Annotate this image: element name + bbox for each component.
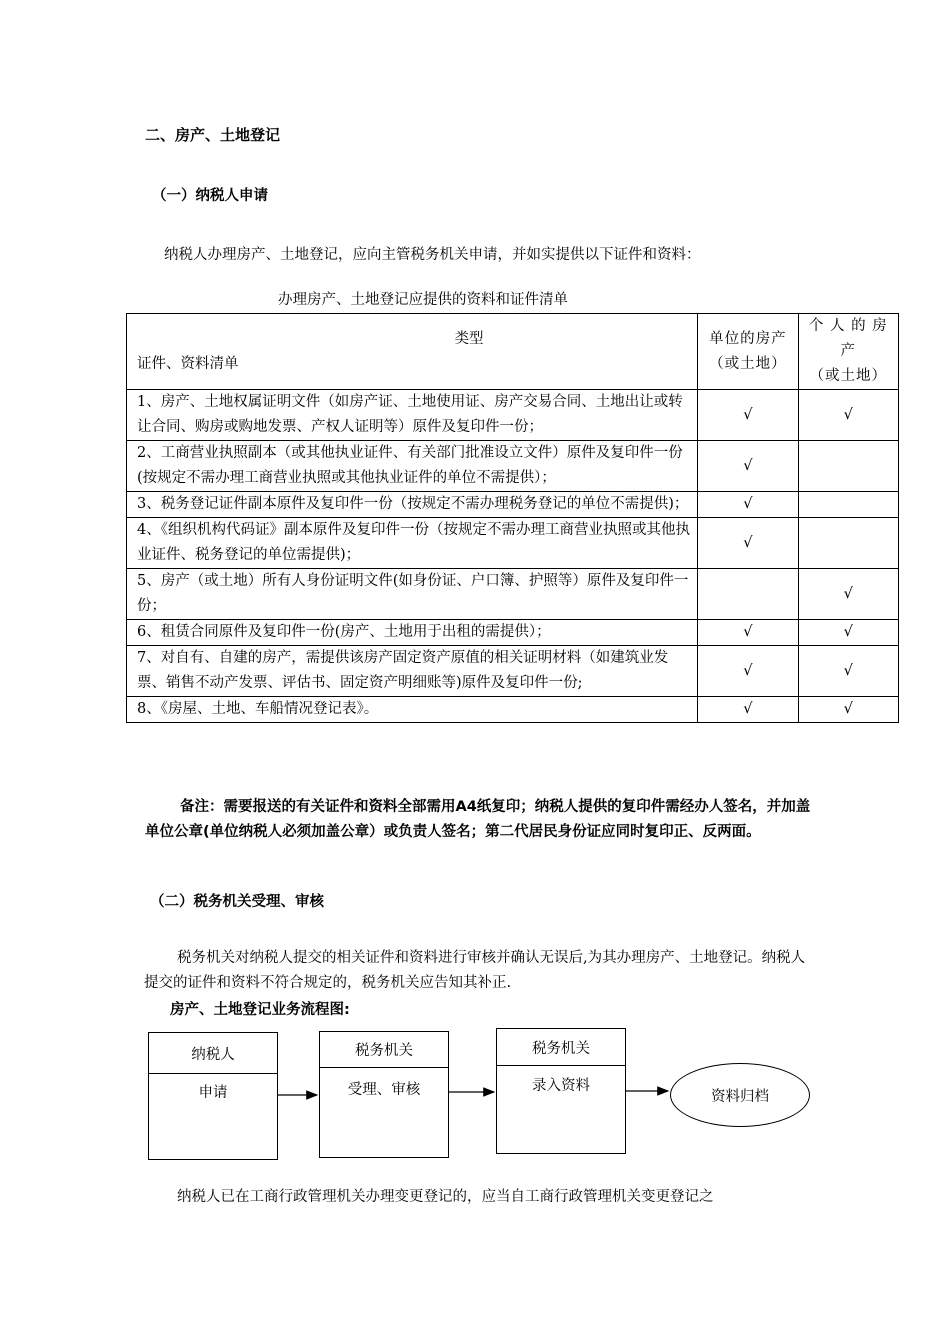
intro-paragraph: 纳税人办理房产、土地登记，应向主管税务机关申请，并如实提供以下证件和资料：	[164, 247, 701, 263]
note-text: 备注：需要报送的有关证件和资料全部需用A4纸复印；纳税人提供的复印件需经办人签名，并加盖单位公章(单位纳税人必须加盖公章）或负责人签名；第二代居民身份证应同时复印正、反两面。	[145, 799, 811, 840]
check-unit: √	[698, 646, 798, 697]
subsection-title-review: （二）税务机关受理、审核	[150, 894, 324, 910]
check-person: √	[798, 697, 898, 723]
flow-title: 房产、土地登记业务流程图:	[170, 1002, 350, 1018]
check-person: √	[798, 620, 898, 646]
header-list: 证件、资料清单	[137, 355, 239, 372]
row-text: 3、税务登记证件副本原件及复印件一份（按规定不需办理税务登记的单位不需提供)；	[127, 492, 698, 518]
flow-box-review-title: 税务机关	[355, 1043, 413, 1059]
check-unit: √	[698, 492, 798, 518]
header-person-line2: （或土地）	[809, 368, 888, 384]
row-text: 1、房产、土地权属证明文件（如房产证、土地使用证、房产交易合同、土地出让或转让合同、购房或购地发票、产权人证明等）原件及复印件一份；	[127, 390, 698, 441]
check-person: √	[798, 646, 898, 697]
header-unit-line2: （或土地）	[709, 355, 787, 372]
flow-box-taxpayer-title: 纳税人	[191, 1047, 235, 1063]
section-title: 二、房产、土地登记	[145, 126, 281, 144]
row-text: 8、《房屋、土地、车船情况登记表》。	[127, 697, 698, 723]
flow-box-entry-action: 录入资料	[532, 1078, 590, 1094]
flow-box-taxpayer-action: 申请	[198, 1085, 228, 1101]
header-type: 类型	[454, 330, 484, 347]
table-caption: 办理房产、土地登记应提供的资料和证件清单	[278, 292, 568, 308]
check-person: √	[798, 390, 898, 441]
check-person: √	[798, 569, 898, 620]
row-text: 5、房产（或土地）所有人身份证明文件(如身份证、户口簿、护照等）原件及复印件一份；	[127, 569, 698, 620]
row-text: 6、租赁合同原件及复印件一份(房产、土地用于出租的需提供）；	[127, 620, 698, 646]
header-unit-line1: 单位的房产	[709, 330, 787, 347]
check-unit: √	[698, 697, 798, 723]
check-unit: √	[698, 620, 798, 646]
flow-end-label: 资料归档	[711, 1088, 769, 1105]
flow-box-review-action: 受理、审核	[347, 1082, 421, 1098]
check-unit: √	[698, 518, 798, 569]
header-person-line1: 个 人 的 房 产	[808, 318, 888, 359]
check-unit: √	[698, 441, 798, 492]
check-unit: √	[698, 390, 798, 441]
row-text: 2、工商营业执照副本（或其他执业证件、有关部门批准设立文件）原件及复印件一份(按规定不需办理工商营业执照或其他执业证件的单位不需提供）；	[127, 441, 698, 492]
row-text: 7、对自有、自建的房产，需提供该房产固定资产原值的相关证明材料（如建筑业发票、销售不动产发票、评估书、固定资产明细账等)原件及复印件一份;	[127, 646, 698, 697]
subsection-title-apply: （一）纳税人申请	[152, 188, 268, 204]
row-text: 4、《组织机构代码证》副本原件及复印件一份（按规定不需办理工商营业执照或其他执业证件、税务登记的单位需提供)；	[127, 518, 698, 569]
last-paragraph: 纳税人已在工商行政管理机关办理变更登记的，应当自工商行政管理机关变更登记之	[177, 1189, 714, 1205]
flow-box-entry-title: 税务机关	[532, 1041, 590, 1057]
review-paragraph: 税务机关对纳税人提交的相关证件和资料进行审核并确认无误后,为其办理房产、土地登记。纳税人提交的证件和资料不符合规定的，税务机关应告知其补正.	[144, 950, 806, 991]
